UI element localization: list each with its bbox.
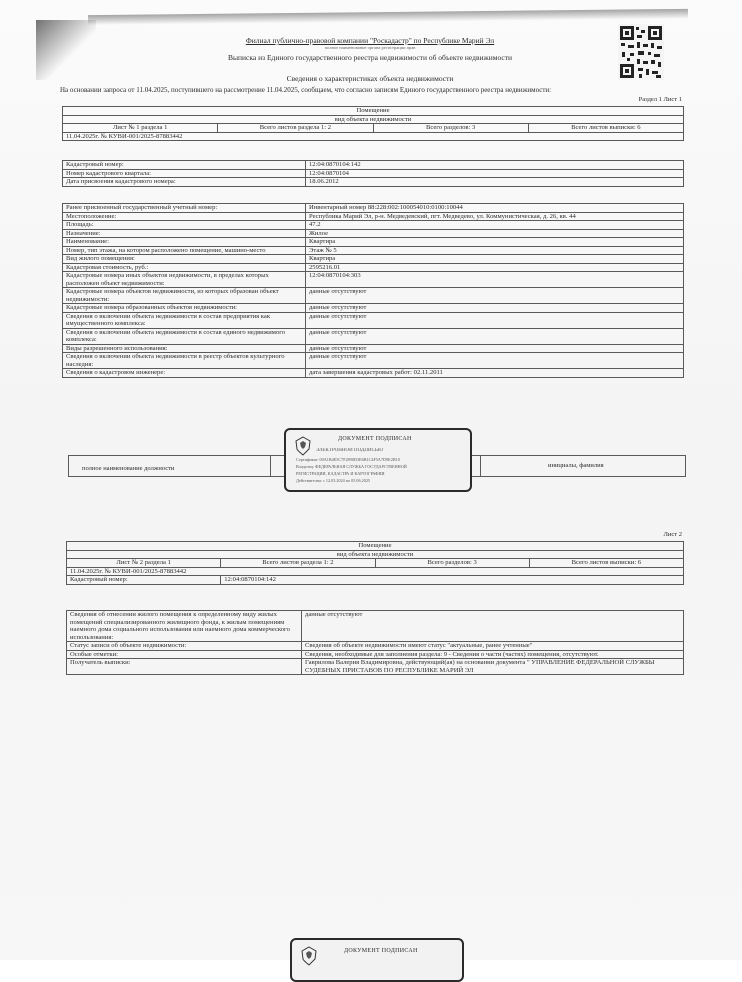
row-value: дата завершения кадастровых работ: 02.11.2011 bbox=[306, 369, 684, 378]
table-row bbox=[63, 255, 684, 264]
row-label: Ранее присвоенный государственный учетный номер: bbox=[63, 204, 306, 213]
row-label: Кадастровые номера объектов недвижимости, из которых образован объект недвижимости: bbox=[63, 288, 306, 304]
sheet1-details-table bbox=[62, 203, 684, 378]
table-row bbox=[63, 229, 684, 238]
row-value: Инвентарный номер 88:228:002:100054010:0100:10044 bbox=[306, 204, 684, 213]
total-sheets-extract: Всего листов выписки: 6 bbox=[529, 559, 683, 568]
table-row bbox=[63, 246, 684, 255]
stamp-line: Сертификат: 00A1B4E5C7F2890D3E6B1C4F5A7D9E2B10 bbox=[296, 457, 400, 462]
total-sections: Всего разделов: 3 bbox=[373, 124, 528, 133]
row-label: Статус записи об объекте недвижимости: bbox=[67, 642, 302, 651]
row-label: Кадастровый номер: bbox=[63, 161, 306, 170]
row-value: данные отсутствуют bbox=[306, 312, 684, 328]
row-label: Сведения о включении объекта недвижимости в состав предприятия как имущественного комплекса: bbox=[63, 312, 306, 328]
table-row bbox=[63, 312, 684, 328]
row-label: Виды разрешенного использования: bbox=[63, 344, 306, 353]
request-basis: На основании запроса от 11.04.2025, поступившего на рассмотрение 11.04.2025, сообщаем, что согласно записям Единого государственного реестра недвижимости: bbox=[60, 86, 552, 94]
row-label: Местоположение: bbox=[63, 212, 306, 221]
electronic-signature-stamp-bottom bbox=[290, 938, 464, 982]
org-name: Филиал публично-правовой компании "Роскадастр" по Республике Марий Эл bbox=[245, 36, 495, 45]
stamp-line: Владелец: ФЕДЕРАЛЬНАЯ СЛУЖБА ГОСУДАРСТВЕННОЙ bbox=[296, 464, 407, 469]
row-label: Сведения о кадастровом инженере: bbox=[63, 369, 306, 378]
row-value: Квартира bbox=[306, 238, 684, 247]
row-value: 47.2 bbox=[306, 221, 684, 230]
table-row bbox=[67, 642, 684, 651]
coat-of-arms-icon bbox=[300, 946, 318, 966]
qr-code bbox=[618, 24, 664, 80]
table-row bbox=[67, 611, 684, 642]
row-value: 2595216.01 bbox=[306, 263, 684, 272]
row-value: Квартира bbox=[306, 255, 684, 264]
table-row bbox=[63, 204, 684, 213]
scan-shadow-corner bbox=[36, 20, 96, 80]
coat-of-arms-icon bbox=[294, 436, 312, 456]
row-label: Сведения о включении объекта недвижимости в состав единого недвижимого комплекса: bbox=[63, 328, 306, 344]
table-row bbox=[63, 288, 684, 304]
date-number: 11.04.2025г. № КУВИ-001/2025-87883442 bbox=[67, 567, 684, 576]
row-value: 12:04:0870104:303 bbox=[306, 272, 684, 288]
document-subtitle: Сведения о характеристиках объекта недвижимости bbox=[286, 74, 454, 83]
table-row bbox=[63, 212, 684, 221]
table-row bbox=[63, 304, 684, 313]
date-number: 11.04.2025г. № КУВИ-001/2025-87883442 bbox=[63, 132, 684, 141]
total-sheets-section: Всего листов раздела 1: 2 bbox=[218, 124, 373, 133]
row-label: Сведения об отнесении жилого помещения к определенному виду жилых помещений специализированного жилищного фонда, к жилым помещениям наемного дома социального использования или наемного дома коммерческого использования: bbox=[67, 611, 302, 642]
stamp-line: РЕГИСТРАЦИИ, КАДАСТРА И КАРТОГРАФИИ bbox=[296, 471, 385, 476]
row-value: данные отсутствуют bbox=[306, 288, 684, 304]
document-title: Выписка из Единого государственного реестра недвижимости об объекте недвижимости bbox=[227, 53, 513, 62]
stamp-title: ДОКУМЕНТ ПОДПИСАН bbox=[344, 948, 418, 954]
total-sheets-section: Всего листов раздела 1: 2 bbox=[221, 559, 375, 568]
sheet2-details-table bbox=[66, 610, 684, 675]
row-value: 12:04:0870104 bbox=[306, 169, 684, 178]
table-row bbox=[63, 169, 684, 178]
total-sheets-extract: Всего листов выписки: 6 bbox=[528, 124, 683, 133]
list-label: Лист № 1 раздела 1 bbox=[63, 124, 218, 133]
row-label: Номер, тип этажа, на котором расположено помещение, машино-место bbox=[63, 246, 306, 255]
stamp-title: ДОКУМЕНТ ПОДПИСАН bbox=[338, 436, 412, 442]
row-value: данные отсутствуют bbox=[306, 353, 684, 369]
row-value: Гаврилова Валерия Владимировна, действующий(ая) на основании документа " УПРАВЛЕНИЕ ФЕДЕРАЛЬНОЙ СЛУЖБЫ СУДЕБНЫХ ПРИСТАВОВ ПО РЕСПУБЛИКЕ МАРИЙ ЭЛ bbox=[302, 659, 684, 675]
row-label: Сведения о включении объекта недвижимости в реестр объектов культурного наследия: bbox=[63, 353, 306, 369]
signature-divider bbox=[480, 455, 481, 476]
row-label: Кадастровый номер: bbox=[67, 576, 221, 585]
table-row bbox=[63, 161, 684, 170]
row-label: Назначение: bbox=[63, 229, 306, 238]
table-row bbox=[63, 328, 684, 344]
sheet2-page-label: Лист 2 bbox=[663, 531, 682, 538]
table-row bbox=[63, 272, 684, 288]
table-row bbox=[63, 369, 684, 378]
row-value: Сведения, необходимые для заполнения раздела: 9 - Сведения о части (частях) помещения, отсутствуют. bbox=[302, 650, 684, 659]
table-row bbox=[63, 178, 684, 187]
electronic-signature-stamp bbox=[284, 428, 472, 492]
position-caption: полное наименование должности bbox=[82, 465, 175, 472]
signature-divider bbox=[270, 455, 271, 476]
row-label: Вид жилого помещения: bbox=[63, 255, 306, 264]
row-label: Кадастровые номера образованных объектов недвижимости: bbox=[63, 304, 306, 313]
sheet2-header-table bbox=[66, 541, 684, 585]
row-value: данные отсутствуют bbox=[306, 328, 684, 344]
row-value: 12:04:0870104:142 bbox=[306, 161, 684, 170]
row-value: данные отсутствуют bbox=[306, 344, 684, 353]
section-label: Раздел 1 Лист 1 bbox=[638, 96, 682, 103]
row-value: данные отсутствуют bbox=[302, 611, 684, 642]
table-row bbox=[63, 221, 684, 230]
sheet1-header-table bbox=[62, 106, 684, 141]
object-type: Помещение bbox=[63, 107, 684, 116]
table-row bbox=[63, 263, 684, 272]
stamp-line: Действителен: с 12.03.2024 по 05.06.2025 bbox=[296, 478, 371, 483]
object-type: Помещение bbox=[67, 542, 684, 551]
table-row bbox=[67, 659, 684, 675]
row-label: Площадь: bbox=[63, 221, 306, 230]
row-value: 12:04:0870104:142 bbox=[221, 576, 684, 585]
stamp-subtitle: ЭЛЕКТРОННОЙ ПОДПИСЬЮ bbox=[316, 448, 383, 453]
name-caption: инициалы, фамилия bbox=[548, 462, 604, 469]
row-label: Наименование: bbox=[63, 238, 306, 247]
table-row bbox=[63, 238, 684, 247]
scan-shadow-top bbox=[88, 9, 688, 25]
object-type-caption: вид объекта недвижимости bbox=[63, 115, 684, 124]
row-value: Этаж № 5 bbox=[306, 246, 684, 255]
table-row bbox=[67, 650, 684, 659]
table-row bbox=[63, 344, 684, 353]
row-label: Получатель выписки: bbox=[67, 659, 302, 675]
row-label: Кадастровая стоимость, руб.: bbox=[63, 263, 306, 272]
list-label: Лист № 2 раздела 1 bbox=[67, 559, 221, 568]
total-sections: Всего разделов: 3 bbox=[375, 559, 529, 568]
object-type-caption: вид объекта недвижимости bbox=[67, 550, 684, 559]
row-value: данные отсутствуют bbox=[306, 304, 684, 313]
row-label: Особые отметки: bbox=[67, 650, 302, 659]
row-value: Республика Марий Эл, р-н. Медведевский, пгт. Медведево, ул. Коммунистическая, д. 26, кв. 44 bbox=[306, 212, 684, 221]
table-row bbox=[63, 353, 684, 369]
row-label: Дата присвоения кадастрового номера: bbox=[63, 178, 306, 187]
org-name-caption: полное наименование органа регистрации прав bbox=[324, 45, 416, 50]
row-label: Номер кадастрового квартала: bbox=[63, 169, 306, 178]
sheet1-cadastral-table bbox=[62, 160, 684, 187]
row-value: 18.06.2012 bbox=[306, 178, 684, 187]
row-value: Жилое bbox=[306, 229, 684, 238]
row-label: Кадастровые номера иных объектов недвижимости, в пределах которых расположен объект недвижимости: bbox=[63, 272, 306, 288]
row-value: Сведения об объекте недвижимости имеют статус "актуальные, ранее учтенные" bbox=[302, 642, 684, 651]
